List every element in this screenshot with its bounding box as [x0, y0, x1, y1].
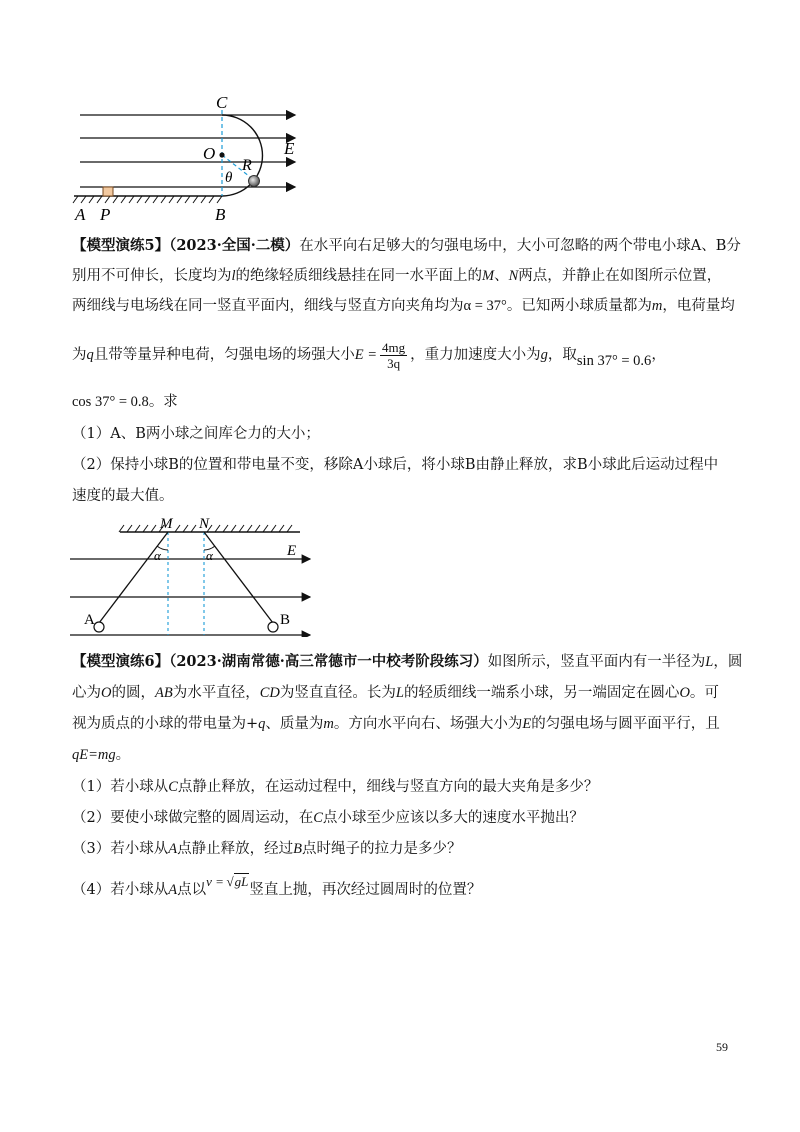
denominator: 3q — [387, 355, 401, 371]
problem6-question3 — [72, 839, 732, 859]
text: 为水平直径， — [172, 685, 260, 701]
var-a: A — [168, 882, 178, 898]
text: 两点，并静止在如图所示位置， — [518, 268, 722, 284]
text: 点静止释放，经过 — [177, 841, 294, 857]
var-l: L — [395, 685, 404, 701]
problem5-text: 在水平向右足够大的匀强电场中，大小可忽略的两个带电小球A、B分 — [299, 238, 741, 254]
var-q: q — [86, 347, 94, 363]
text: 。方向水平向右、场强大小为 — [333, 716, 523, 732]
problem6-line2 — [72, 683, 732, 703]
label-b: B — [215, 205, 226, 224]
text: 、 — [494, 268, 509, 284]
text: 的圆， — [111, 685, 155, 701]
var-m: m — [323, 716, 334, 732]
label-alpha-left: α — [154, 548, 161, 563]
text: 。 — [115, 747, 131, 763]
var-g: g — [540, 347, 548, 363]
text: （2）要使小球做完整的圆周运动，在 — [72, 810, 314, 826]
label-b: B — [280, 612, 291, 628]
text: 为竖直直径。长为 — [279, 685, 396, 701]
angle-alpha: α = 37° — [463, 298, 507, 314]
text: 点小球至少应该以多大的速度水平抛出？ — [322, 810, 584, 826]
text: （3）若小球从 — [72, 841, 169, 857]
text: （1）若小球从 — [72, 779, 169, 795]
text: 视为质点的小球的带电量为+ — [72, 716, 259, 732]
label-a: A — [75, 205, 86, 224]
label-n: N — [199, 516, 210, 532]
problem6-source: （2023·湖南常德·高三常德市一中校考阶段练习） — [169, 653, 488, 670]
figure-electric-field-semicircle — [70, 92, 310, 224]
var-m: m — [651, 298, 663, 314]
label-a: A — [84, 612, 95, 628]
text: 的绝缘轻质细线悬挂在同一水平面上的 — [235, 268, 483, 284]
text: 心为 — [72, 685, 101, 701]
label-o: O — [203, 144, 216, 163]
text: 、质量为 — [265, 716, 324, 732]
var-l: l — [231, 268, 236, 284]
problem6-question4 — [72, 874, 732, 900]
text: ， — [651, 347, 666, 363]
problem6-question2 — [72, 808, 732, 828]
label-p: P — [100, 205, 111, 224]
text: ，圆 — [713, 654, 743, 670]
problem5-question1: （1）A、B两小球之间库仑力的大小； — [72, 426, 320, 442]
text: ，取 — [547, 347, 577, 363]
problem6-tag: 【模型演练6】 — [72, 653, 170, 670]
velocity-formula: v = √gL — [206, 874, 249, 889]
page-number: 59 — [716, 1040, 728, 1054]
text: 且带等量异种电荷，匀强电场的场强大小 — [93, 347, 355, 363]
text: 。可 — [689, 685, 719, 701]
text: 的轻质细线一端系小球，另一端固定在圆心 — [403, 685, 680, 701]
problem6-line3 — [72, 714, 732, 734]
sqrt-gl: gL — [234, 874, 249, 889]
ball-b — [268, 622, 278, 632]
text: 竖直上抛，再次经过圆周时的位置？ — [249, 882, 482, 898]
var-c: C — [168, 779, 178, 795]
problem5-line5 — [72, 392, 732, 412]
problem5-question2b: 速度的最大值。 — [72, 488, 174, 504]
problem6-line4 — [72, 745, 732, 765]
cos-value: cos 37° = 0.8 — [72, 394, 149, 410]
label-m: M — [160, 516, 173, 532]
numerator: 4mg — [382, 339, 406, 355]
var-q: q — [258, 716, 266, 732]
text: 点时绳子的拉力是多少？ — [301, 841, 462, 857]
label-c: C — [216, 93, 228, 112]
center-o-dot — [219, 152, 224, 157]
problem6-question1 — [72, 777, 732, 797]
var-ab: AB — [154, 685, 173, 701]
text: 的匀强电场与圆平面平行，且 — [531, 716, 720, 732]
var-m-point: M — [482, 268, 495, 284]
label-e: E — [287, 543, 297, 559]
var-v: v = — [206, 874, 224, 889]
problem5-line1 — [72, 236, 741, 256]
problem5-line4 — [72, 338, 732, 372]
problem5-line3 — [72, 296, 735, 316]
var-e: E — [522, 716, 532, 732]
problem6-line1 — [72, 652, 743, 672]
text: ，重力加速度大小为 — [410, 347, 541, 363]
problem5-question2a: （2）保持小球B的位置和带电量不变，移除A小球后，将小球B由静止释放，求B小球此后运动过程中 — [72, 457, 719, 473]
label-alpha-right: α — [206, 548, 213, 563]
figure-two-hanging-balls — [70, 512, 315, 637]
label-theta: θ — [225, 170, 233, 186]
text: 别用不可伸长，长度均为 — [72, 268, 232, 284]
var-n-point: N — [508, 268, 519, 284]
ball-a — [94, 622, 104, 632]
text: 为 — [72, 347, 87, 363]
text: 。求 — [148, 394, 178, 410]
var-a: A — [168, 841, 178, 857]
equation-qe-mg: qE=mg — [72, 747, 116, 763]
field-e: E = — [354, 347, 378, 363]
text: 两细线与电场线在同一竖直平面内，细线与竖直方向夹角均为 — [72, 298, 464, 314]
block-p — [103, 187, 113, 196]
text: （4）若小球从 — [72, 882, 169, 898]
charged-ball — [249, 176, 260, 187]
text: 。已知两小球质量都为 — [506, 298, 652, 314]
text: 点静止释放，在运动过程中，细线与竖直方向的最大夹角是多少？ — [177, 779, 599, 795]
text: 如图所示，竖直平面内有一半径为 — [487, 654, 706, 670]
var-o: O — [679, 685, 690, 701]
var-cd: CD — [259, 685, 280, 701]
var-c: C — [313, 810, 323, 826]
problem5-line2 — [72, 266, 732, 286]
label-r: R — [242, 157, 252, 174]
var-o: O — [101, 685, 112, 701]
text: 点以 — [177, 882, 207, 898]
var-b: B — [293, 841, 302, 857]
sin-value: sin 37° = 0.6 — [576, 353, 652, 369]
label-e: E — [284, 139, 295, 158]
var-l: L — [705, 654, 714, 670]
fraction-4mg-3q — [380, 340, 407, 371]
problem5-source: （2023·全国·二模） — [169, 237, 300, 254]
text: ，电荷量均 — [662, 298, 735, 314]
problem5-tag: 【模型演练5】 — [72, 237, 170, 254]
